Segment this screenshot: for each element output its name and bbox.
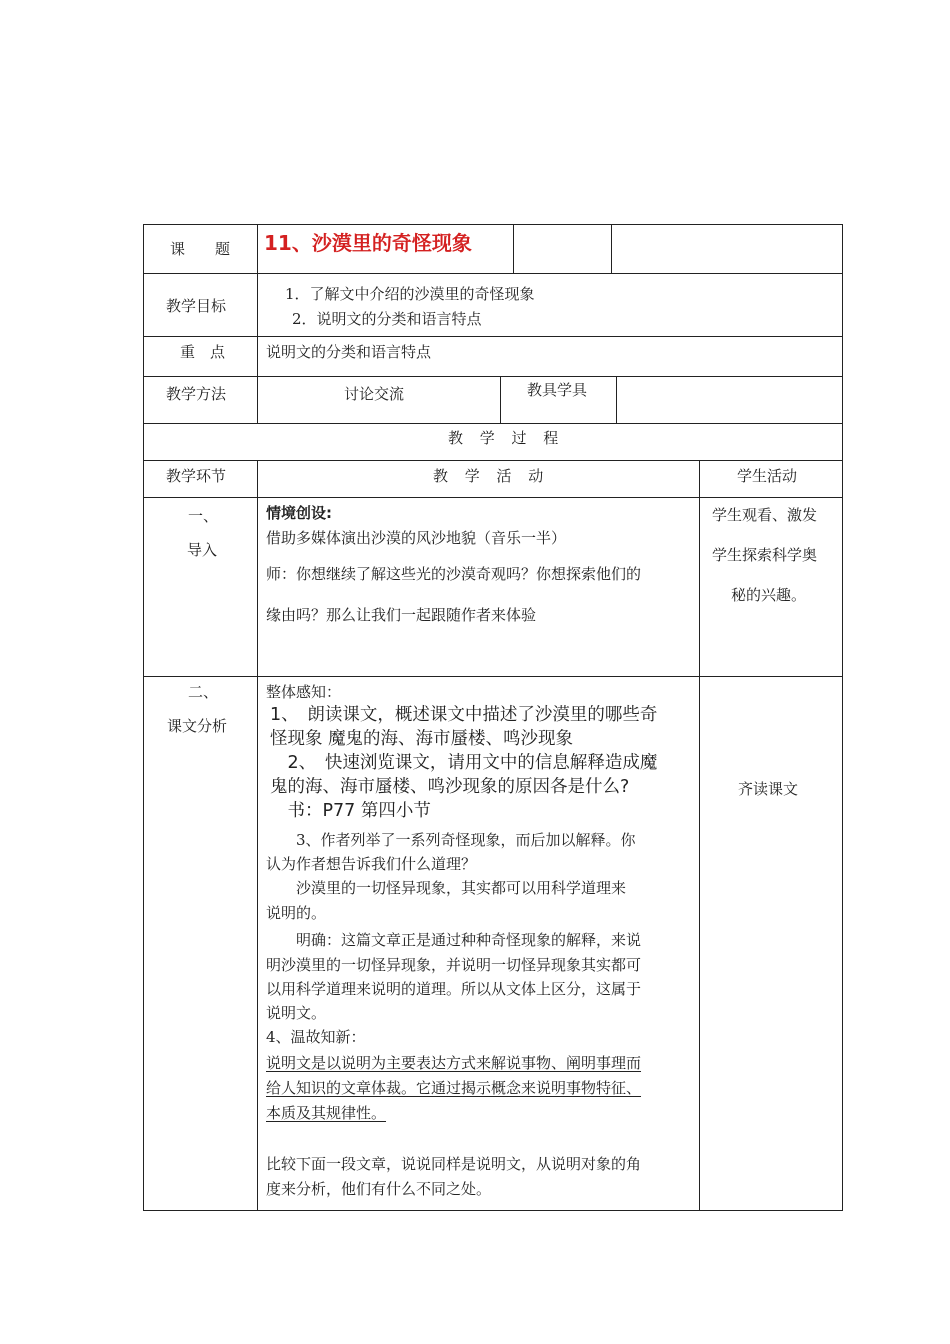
row-border [143,1210,843,1211]
stage1-name: 导入 [187,541,218,559]
col-header-student: 学生活动 [737,467,798,485]
question-3: 3、作者列举了一系列奇怪现象，而后加以解释。你 [266,831,636,849]
row-border [143,676,843,677]
col-border [143,224,144,1211]
stage2-student: 齐读课文 [738,780,799,798]
clarify-text: 明沙漠里的一切怪异现象，并说明一切怪异现象其实都可 [266,956,642,974]
question-2: 鬼的海、海市蜃楼、鸣沙现象的原因各是什么? [270,777,630,797]
method-value: 讨论交流 [344,385,405,403]
clarify-text: 明确：这篇文章正是通过种种奇怪现象的解释，来说 [266,931,642,949]
col-header-stage: 教学环节 [166,467,227,485]
row-border [143,376,843,377]
row-border [143,224,843,225]
stage1-line: 借助多媒体演出沙漠的风沙地貌（音乐一半） [266,529,567,547]
stage1-line: 师：你想继续了解这些光的沙漠奇观吗？你想探索他们的 [266,565,642,583]
tools-label: 教具学具 [527,381,588,399]
row-border [143,460,843,461]
key-points-label: 重 点 [180,343,226,361]
definition-text: 给人知识的文章体裁。它通过揭示概念来说明事物特征、 [266,1079,642,1097]
question-4: 4、温故知新： [266,1028,366,1046]
question-3: 认为作者想告诉我们什么道理？ [266,855,477,873]
row-border [143,273,843,274]
col-border [616,376,617,423]
topic-label: 课 题 [170,240,231,258]
compare-text: 度来分析，他们有什么不同之处。 [266,1180,492,1198]
answer-3: 沙漠里的一切怪异现象，其实都可以用科学道理来 [266,879,627,897]
definition-text: 本质及其规律性。 [266,1104,387,1122]
stage2-name: 课文分析 [167,717,228,735]
stage1-number: 一、 [188,507,219,525]
answer-3: 说明的。 [266,904,327,922]
stage1-line: 缘由吗？那么让我们一起跟随作者来体验 [266,606,537,624]
col-border [257,460,258,1210]
process-heading: 教 学 过 程 [448,429,565,447]
col-border [699,460,700,1210]
stage1-student: 学生探索科学奥 [712,546,818,564]
objective-item: 1．了解文中介绍的沙漠里的奇怪现象 [285,285,535,303]
col-border [500,376,501,423]
col-border [842,224,843,1211]
method-label: 教学方法 [166,385,227,403]
stage1-student: 学生观看、激发 [712,506,818,524]
question-1: 1、 朗读课文，概述课文中描述了沙漠里的哪些奇 [270,705,658,725]
stage1-heading: 情境创设: [266,504,332,522]
key-points-text: 说明文的分类和语言特点 [266,343,432,361]
definition-text: 说明文是以说明为主要表达方式来解说事物、阐明事理而 [266,1054,642,1072]
clarify-text: 以用科学道理来说明的道理。所以从文体上区分，这属于 [266,980,642,998]
question-2: 2、 快速浏览课文，请用文中的信息解释造成魔 [270,753,658,773]
question-1: 怪现象 魔鬼的海、海市蜃楼、鸣沙现象 [270,729,574,749]
stage2-heading: 整体感知： [266,683,342,701]
compare-text: 比较下面一段文章，说说同样是说明文，从说明对象的角 [266,1155,642,1173]
stage2-number: 二、 [188,683,219,701]
row-border [143,336,843,337]
question-2: 书：P77 第四小节 [270,801,431,821]
row-border [143,423,843,424]
stage1-student: 秘的兴趣。 [731,586,807,604]
objective-item: 2．说明文的分类和语言特点 [292,310,482,328]
col-header-activity: 教 学 活 动 [433,467,550,485]
clarify-text: 说明文。 [266,1004,327,1022]
col-border [257,224,258,423]
col-border [513,224,514,273]
objectives-label: 教学目标 [166,297,227,315]
page-title: 11、沙漠里的奇怪现象 [264,231,472,255]
row-border [143,497,843,498]
col-border [611,224,612,273]
